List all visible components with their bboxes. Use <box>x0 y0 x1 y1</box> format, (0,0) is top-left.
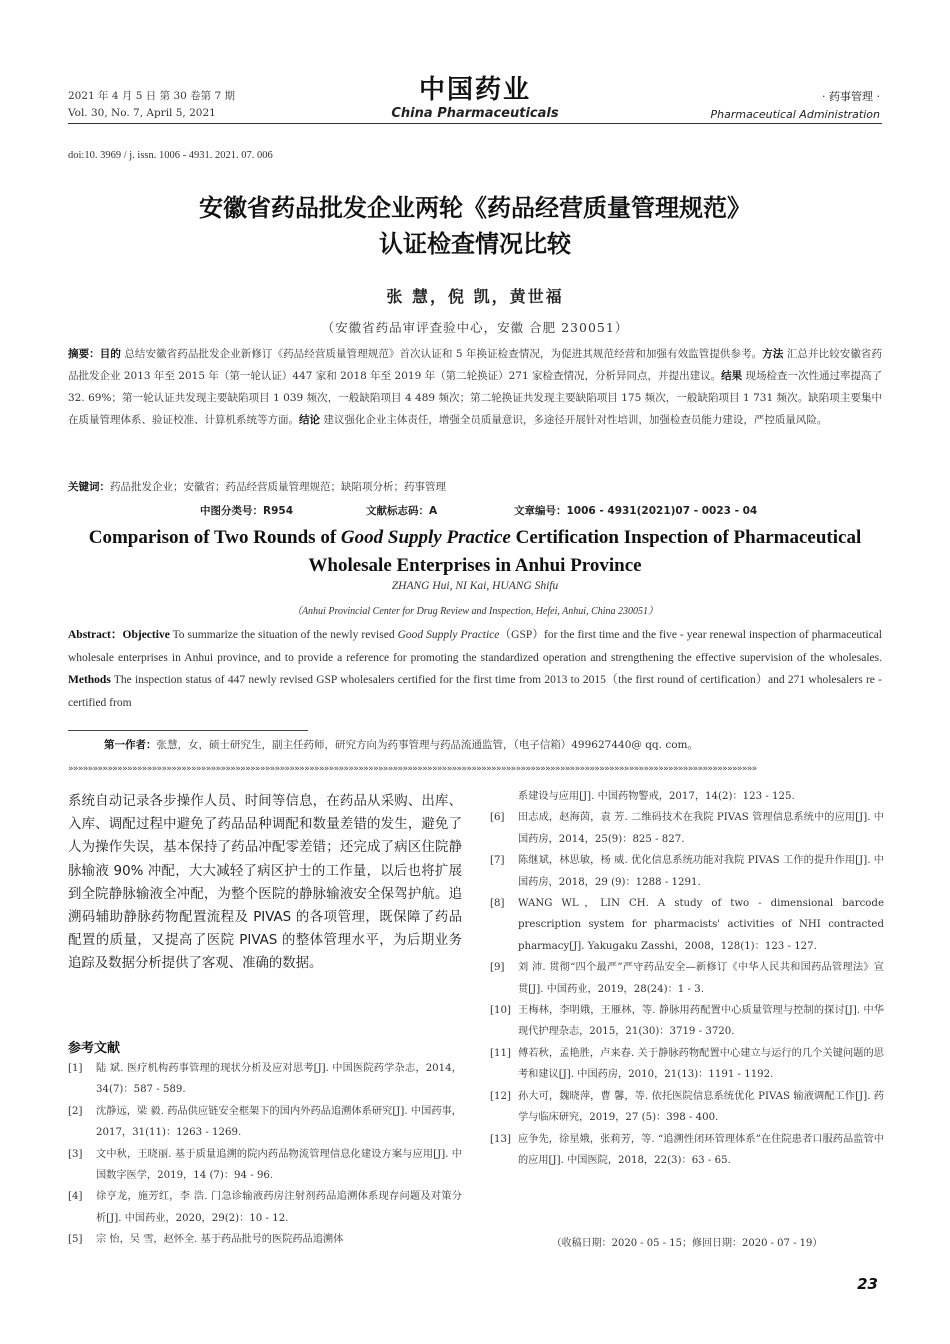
abstract-en-methods-label: Methods <box>68 674 111 686</box>
affiliation-cn: （安徽省药品审评查验中心，安徽 合肥 230051） <box>321 320 629 335</box>
reference-item <box>490 957 884 1000</box>
result-label: 结果 <box>721 370 743 382</box>
reference-item <box>490 850 884 893</box>
footnote <box>104 737 698 752</box>
references-right-column <box>490 786 884 1171</box>
reference-number: [11] <box>490 1047 511 1059</box>
authors-cn: 张 慧，倪 凯，黄世福 <box>386 287 564 306</box>
received-dates: （收稿日期：2020 - 05 - 15；修回日期：2020 - 07 - 19） <box>551 1238 823 1249</box>
journal-name-en: China Pharmaceuticals <box>391 106 559 121</box>
title-en <box>68 524 882 580</box>
method-label: 方法 <box>762 348 784 360</box>
objective-label: 目的 <box>99 348 121 360</box>
reference-text: 田志成，赵海茵，袁 芳. 二维码技术在我院 PIVAS 管理信息系统中的应用[J]. 中国药房，2014，25(9)：825 - 827. <box>518 812 884 845</box>
footnote-rule <box>68 730 308 731</box>
abstract-en <box>68 624 882 714</box>
method-text: 汇总并比较安徽省药品批发企业 2013 年至 2015 年（第一轮认证）447 家和 2018 年至 2019 年（第二轮换证）271 家检查情况，分析异同点，并提出建议。 <box>68 348 883 382</box>
section-separator: »»»»»»»»»»»»»»»»»»»»»»»»»»»»»»»»»»»»»»»»»»»»»»»»»»»»»»»»»»»»»»»»»»»»»»»»»»»»»»»»»»»»»»»»»»»»»»»»»»»»»»»»»»»»»»»»»»»»»»»»»»»»»»»»»»»»»»»»»»»» <box>68 764 757 774</box>
reference-text: 王梅林，李明娥，王雁林，等. 静脉用药配置中心质量管理与控制的探讨[J]. 中华现代护理杂志，2015，21(30)：3719 - 3720. <box>518 1005 884 1038</box>
reference-item <box>490 1086 884 1129</box>
document-code: 文献标志码：A <box>366 505 438 517</box>
reference-number: [6] <box>490 812 505 824</box>
reference-text: 应争先，徐星娥，张莉芳，等. “追溯性闭环管理体系”在住院患者口服药品监管中的应用[J]. 中国医院，2018，22(3)：63 - 65. <box>518 1133 884 1166</box>
header-rule <box>68 123 882 124</box>
clc-number: 中图分类号：R954 <box>200 505 294 517</box>
title-en-italic: Good Supply Practice <box>340 527 511 548</box>
reference-number: [10] <box>490 1005 511 1017</box>
keywords-text: 药品批发企业；安徽省；药品经营质量管理规范；缺陷项分析；药事管理 <box>110 481 446 493</box>
body-paragraph: 系统自动记录各步操作人员、时间等信息，在药品从采购、出库、入库、调配过程中避免了药品品种调配和数量差错的发生，避免了人为操作失误，基本保持了药品冲配零差错；还完成了病区住院静脉输液 90% 冲配，大大减轻了病区护士的工作量，以后也将扩展到全院静脉输液全冲配，为整个医院的静脉输液安全保驾护航。追溯码辅助静脉药物配置流程及 PIVAS 的各项管理，既保障了药品配置的质量，又提高了医院 PIVAS 的整体管理水平，为后期业务追踪及数据分析提供了客观、准确的数据。 <box>68 794 462 972</box>
reference-number: [8] <box>490 898 505 910</box>
reference-item <box>490 786 884 807</box>
affiliation-en: （Anhui Provincial Center for Drug Review and Inspection, Hefei, Anhui, China 230051） <box>291 606 659 617</box>
abstract-en-text2: （GSP）for the first time and the five - year renewal inspection of pharmaceutical wholesale enterprises in Anhui province, and to provide a reference for promoting the standardized operation and strengthening the effective supervision of the wholesales. <box>68 629 882 664</box>
reference-text: 孙大可，魏晓萍，曹 馨，等. 依托医院信息系统优化 PIVAS 输液调配工作[J]. 药学与临床研究，2019，27 (5)：398 - 400. <box>518 1090 884 1124</box>
title-cn-line2: 认证检查情况比较 <box>379 230 571 258</box>
result-text: 现场检查一次性通过率提高了 32. 69%；第一轮认证共发现主要缺陷项目 1 039 频次，一般缺陷项目 4 489 频次；第二轮换证共发现主要缺陷项目 175 频次，一般缺陷项目 1 731 频次。缺陷项主要集中在质量管理体系、验证校准、计算机系统等方面。 <box>68 370 883 426</box>
title-en-part1: Comparison of Two Rounds of <box>88 527 341 548</box>
journal-name-cn: 中国药业 <box>418 75 531 105</box>
reference-number: [7] <box>490 855 505 867</box>
title-en-part2: Certification Inspection of Pharmaceutical Wholesale Enterprises in Anhui Province <box>308 527 862 576</box>
reference-item <box>490 893 884 957</box>
reference-item <box>68 1144 462 1187</box>
abstract-en-italic: Good Supply Practice <box>397 629 500 641</box>
abstract-en-text3: The inspection status of 447 newly revised GSP wholesalers certified for the first time from 2013 to 2015（the first round of certification）and 271 wholesalers re - certified from <box>68 674 882 709</box>
doi: doi:10. 3969 / j. issn. 1006 - 4931. 2021. 07. 006 <box>68 150 273 161</box>
references-left-column <box>68 1058 462 1251</box>
reference-item <box>490 1000 884 1043</box>
footnote-label: 第一作者： <box>104 739 157 751</box>
section-name-en: Pharmaceutical Administration <box>710 108 880 121</box>
reference-number: [5] <box>68 1234 83 1246</box>
conclusion-text: 建议强化企业主体责任，增强全员质量意识，多途径开展针对性培训，加强检查员能力建设，严控质量风险。 <box>320 414 828 426</box>
reference-item <box>490 807 884 850</box>
footnote-text: 张慧，女，硕士研究生，副主任药师，研究方向为药事管理与药品流通监管，（电子信箱）499627440@ qq. com。 <box>156 739 698 751</box>
reference-text: WANG WL，LIN CH. A study of two - dimensional barcode prescription system for pharmacists' activities of NHI contracted pharmacy[J]. Yakugaku Zasshi，2008，128(1)：123 - 127. <box>518 898 884 952</box>
keywords-label: 关键词： <box>68 481 110 493</box>
reference-number: [3] <box>68 1148 83 1160</box>
abstract-label: 摘要： <box>68 348 100 360</box>
reference-text: 系建设与应用[J]. 中国药物警戒，2017，14(2)：123 - 125. <box>518 791 795 802</box>
reference-number: [4] <box>68 1191 83 1203</box>
section-name-cn: · 药事管理 · <box>822 90 880 103</box>
references-heading: 参考文献 <box>68 1041 121 1056</box>
reference-text: 陈继斌，林思敏，杨 威. 优化信息系统功能对我院 PIVAS 工作的提升作用[J]. 中国药房，2018，29 (9)：1288 - 1291. <box>518 855 884 888</box>
page-number: 23 <box>857 1275 878 1293</box>
article-number: 文章编号：1006 - 4931(2021)07 - 0023 - 04 <box>514 505 758 517</box>
reference-item <box>490 1043 884 1086</box>
abstract-en-text1: To summarize the situation of the newly revised <box>169 629 398 641</box>
reference-text: 宗 怡，吴 雪，赵怀全. 基于药品批号的医院药品追溯体 <box>96 1234 344 1246</box>
abstract-cn <box>68 343 882 431</box>
objective-text: 总结安徽省药品批发企业新修订《药品经营质量管理规范》首次认证和 5 年换证检查情况，为促进其规范经营和加强有效监管提供参考。 <box>120 348 763 360</box>
title-cn-line1: 安徽省药品批发企业两轮《药品经营质量管理规范》 <box>199 194 751 222</box>
authors-en: ZHANG Hui, NI Kai, HUANG Shifu <box>391 580 559 592</box>
reference-number: [13] <box>490 1133 511 1145</box>
issue-volume-en: Vol. 30, No. 7, April 5, 2021 <box>68 107 216 119</box>
reference-text: 陆 斌. 医疗机构药事管理的现状分析及应对思考[J]. 中国医院药学杂志，2014，34(7)：587 - 589. <box>96 1063 462 1096</box>
keywords <box>68 479 882 494</box>
reference-item <box>68 1186 462 1229</box>
reference-text: 徐亨龙，施芳红，李 浩. 门急诊输液药房注射剂药品追溯体系现存问题及对策分析[J]. 中国药业，2020，29(2)：10 - 12. <box>96 1191 462 1224</box>
issue-date-cn: 2021 年 4 月 5 日 第 30 卷第 7 期 <box>68 90 235 102</box>
reference-text: 傅若秋，孟艳胜，卢来春. 关于静脉药物配置中心建立与运行的几个关键问题的思考和建议[J]. 中国药房，2010，21(13)：1191 - 1192. <box>518 1047 884 1081</box>
reference-text: 沈静远，梁 毅. 药品供应链安全框架下的国内外药品追溯体系研究[J]. 中国药事，2017，31(11)：1263 - 1269. <box>96 1105 462 1139</box>
reference-item <box>68 1058 462 1101</box>
reference-number: [12] <box>490 1090 511 1102</box>
reference-number: [2] <box>68 1105 83 1117</box>
reference-text: 文中秋，王晓丽. 基于质量追溯的院内药品物流管理信息化建设方案与应用[J]. 中国数字医学，2019，14 (7)：94 - 96. <box>96 1148 462 1182</box>
reference-number: [9] <box>490 962 505 974</box>
reference-text: 刘 沛. 贯彻“四个最严”严守药品安全—新修订《中华人民共和国药品管理法》宣贯[J]. 中国药业，2019，28(24)：1 - 3. <box>518 962 884 995</box>
conclusion-label: 结论 <box>299 414 320 426</box>
reference-item <box>490 1129 884 1172</box>
reference-number: [1] <box>68 1063 83 1074</box>
reference-item <box>68 1101 462 1144</box>
section-label <box>710 88 880 124</box>
reference-item <box>68 1229 462 1250</box>
abstract-en-label: Abstract：Objective <box>68 629 170 641</box>
title-cn <box>68 190 882 262</box>
